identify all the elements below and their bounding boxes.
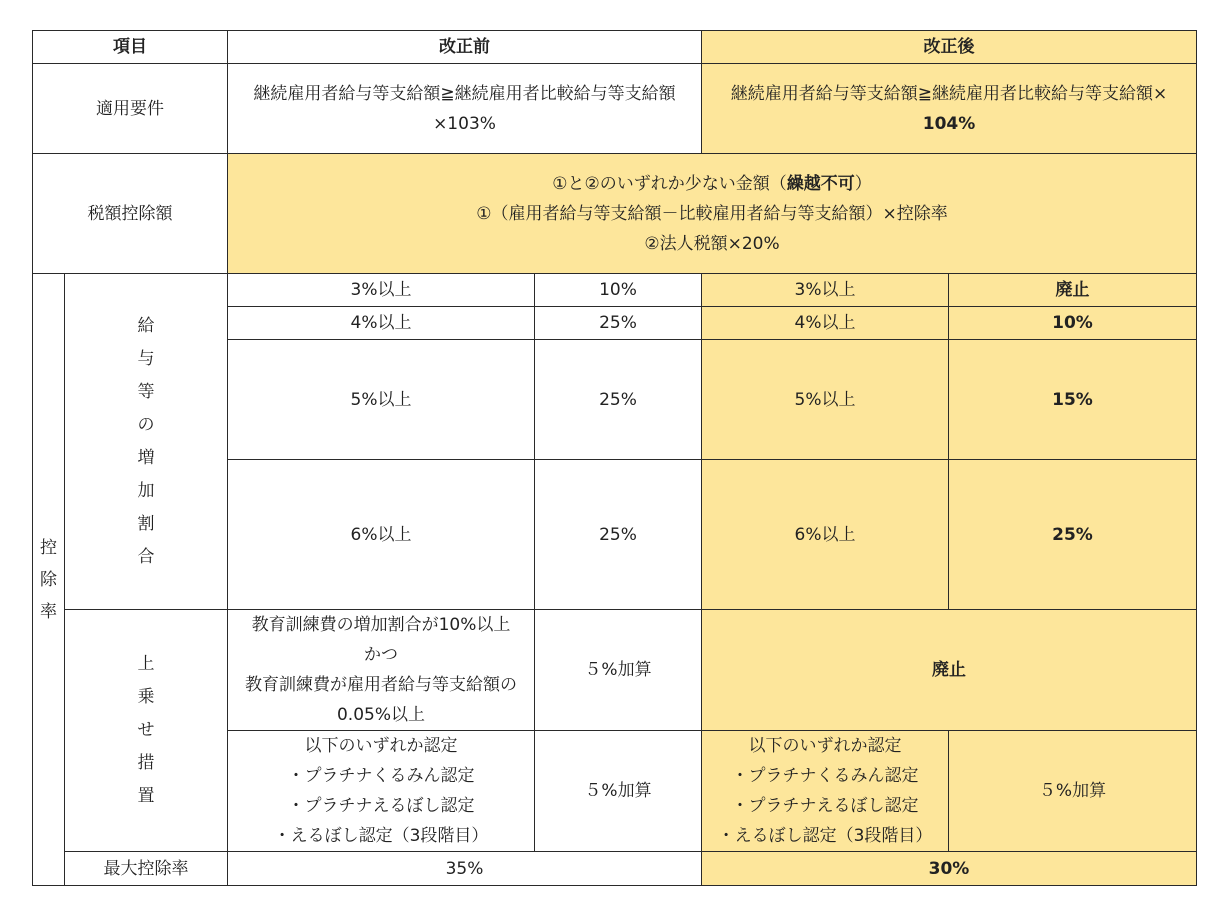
max-rate-before: 35%: [228, 852, 702, 886]
education-row: [33, 610, 1197, 731]
surcharge-label: [65, 610, 228, 852]
header-after: 改正後: [702, 31, 1197, 64]
tax-credit-line3: ②法人税額×20%: [644, 233, 780, 254]
surcharge-label-char: 乗: [137, 687, 155, 707]
tax-credit-label: 税額控除額: [33, 154, 228, 274]
increase-label-char: 増: [137, 447, 155, 468]
comparison-table: [32, 30, 1197, 886]
after-rate: 10%: [949, 307, 1197, 340]
education-before-cond: [228, 610, 535, 731]
certification-line: 以下のいずれか認定: [748, 736, 902, 756]
certification-line: ・えるぼし認定（3段階目）: [717, 826, 933, 846]
before-cond: 6%以上: [228, 460, 535, 610]
tax-credit-line1: [234, 169, 1190, 199]
max-rate-row: [33, 852, 1197, 886]
rate-label: [33, 274, 65, 886]
certification-line: ・えるぼし認定（3段階目）: [273, 826, 489, 846]
certification-after-cond: [702, 731, 949, 852]
max-rate-label: 最大控除率: [65, 852, 228, 886]
increase-label-char: 割: [137, 513, 155, 534]
header-before: 改正前: [228, 31, 702, 64]
surcharge-label-char: 措: [137, 753, 155, 773]
after-cond: 4%以上: [702, 307, 949, 340]
increase-label-char: 加: [137, 480, 155, 501]
before-cond: 4%以上: [228, 307, 535, 340]
certification-line: ・プラチナえるぼし認定: [287, 796, 475, 816]
surcharge-label-char: 上: [137, 654, 155, 674]
tax-credit-line1-prefix: ①と②のいずれか少ない金額（: [552, 173, 787, 194]
requirement-after-line2: 104%: [922, 113, 976, 134]
tax-credit-line1-bold: 繰越不可: [786, 173, 855, 194]
before-rate: 25%: [535, 340, 702, 460]
header-row: [33, 31, 1197, 64]
max-rate-after: 30%: [702, 852, 1197, 886]
certification-line: 以下のいずれか認定: [304, 736, 458, 756]
certification-line: ・プラチナくるみん認定: [731, 766, 919, 786]
tax-credit-content: [228, 154, 1197, 274]
requirement-label: 適用要件: [33, 64, 228, 154]
increase-label-char: 等: [137, 381, 155, 402]
increase-label-char: 与: [137, 348, 155, 369]
requirement-before-line2: ×103%: [433, 113, 496, 134]
before-cond: 5%以上: [228, 340, 535, 460]
before-rate: 25%: [535, 307, 702, 340]
requirement-before-line1: 継続雇用者給与等支給額≧継続雇用者比較給与等支給額: [253, 83, 676, 104]
before-cond: 3%以上: [228, 274, 535, 307]
after-cond: 6%以上: [702, 460, 949, 610]
after-cond: 3%以上: [702, 274, 949, 307]
rate-label-char: 控: [40, 537, 57, 558]
education-after: 廃止: [702, 610, 1197, 731]
requirement-after: [702, 64, 1197, 154]
education-line: 教育訓練費が雇用者給与等支給額の: [245, 675, 517, 695]
surcharge-label-char: 置: [137, 786, 155, 806]
tax-credit-line1-suffix: ）: [854, 173, 872, 194]
certification-before-cond: [228, 731, 535, 852]
certification-line: ・プラチナえるぼし認定: [731, 796, 919, 816]
increase-label-char: の: [137, 414, 155, 435]
increase-row: [33, 274, 1197, 307]
increase-label-char: 給: [137, 315, 155, 336]
header-item: 項目: [33, 31, 228, 64]
after-rate: 15%: [949, 340, 1197, 460]
certification-after-rate: ５%加算: [949, 731, 1197, 852]
increase-label-char: 合: [137, 546, 155, 567]
education-line: かつ: [364, 645, 398, 665]
education-line: 教育訓練費の増加割合が10%以上: [251, 615, 511, 635]
requirement-row: [33, 64, 1197, 154]
after-rate: 廃止: [949, 274, 1197, 307]
education-line: 0.05%以上: [336, 705, 425, 725]
certification-before-rate: ５%加算: [535, 731, 702, 852]
increase-label: [65, 274, 228, 610]
requirement-after-line1: 継続雇用者給与等支給額≧継続雇用者比較給与等支給額×: [730, 83, 1168, 104]
requirement-before: [228, 64, 702, 154]
after-rate: 25%: [949, 460, 1197, 610]
education-before-rate: ５%加算: [535, 610, 702, 731]
rate-label-char: 除: [40, 569, 57, 590]
before-rate: 10%: [535, 274, 702, 307]
certification-line: ・プラチナくるみん認定: [287, 766, 475, 786]
surcharge-label-char: せ: [137, 720, 155, 740]
tax-credit-row: [33, 154, 1197, 274]
tax-credit-line2: ①（雇用者給与等支給額－比較雇用者給与等支給額）×控除率: [476, 203, 948, 224]
before-rate: 25%: [535, 460, 702, 610]
after-cond: 5%以上: [702, 340, 949, 460]
rate-label-char: 率: [40, 601, 57, 622]
